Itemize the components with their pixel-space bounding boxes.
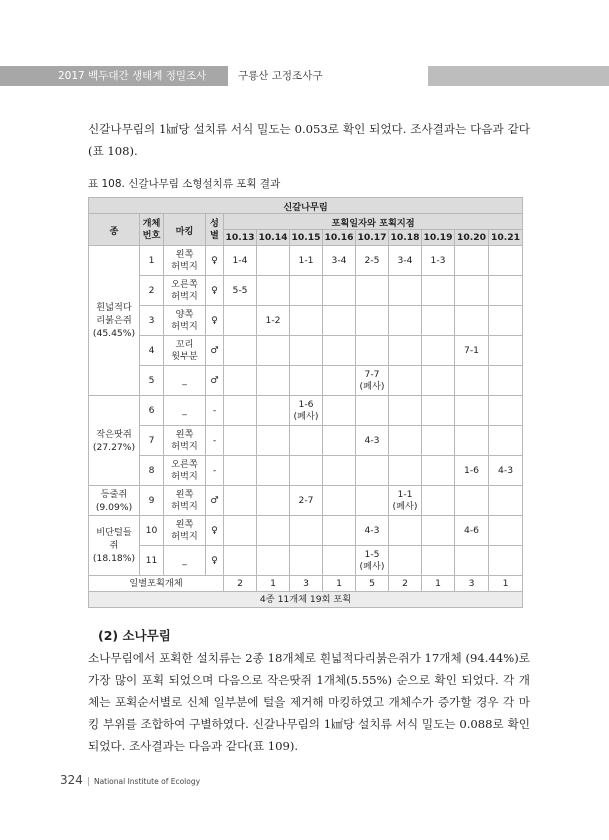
total-summary-cell: 4종 11개체 19회 포획 bbox=[89, 592, 523, 608]
capture-cell bbox=[323, 516, 356, 546]
mark-cell: 오른쪽 허벅지 bbox=[164, 276, 206, 306]
capture-cell bbox=[455, 426, 489, 456]
capture-cell: 1-4 bbox=[224, 246, 257, 276]
daily-count-row bbox=[89, 576, 523, 592]
capture-cell bbox=[356, 306, 389, 336]
individual-id-cell: 1 bbox=[140, 246, 164, 276]
capture-cell bbox=[389, 366, 422, 396]
individual-id-cell: 3 bbox=[140, 306, 164, 336]
table-row bbox=[89, 336, 523, 366]
capture-cell: 2-5 bbox=[356, 246, 389, 276]
footer-separator: | bbox=[86, 777, 90, 787]
capture-cell bbox=[389, 276, 422, 306]
capture-cell bbox=[257, 456, 290, 486]
capture-cell bbox=[489, 276, 523, 306]
date-header-5: 10.18 bbox=[389, 230, 422, 246]
capture-cell: 5-5 bbox=[224, 276, 257, 306]
daily-count-label: 일별포획개체 bbox=[89, 576, 224, 592]
capture-cell bbox=[389, 306, 422, 336]
capture-cell: 4-3 bbox=[356, 516, 389, 546]
table-row bbox=[89, 426, 523, 456]
capture-cell bbox=[257, 516, 290, 546]
sex-cell: ♀ bbox=[206, 276, 224, 306]
capture-cell bbox=[422, 306, 455, 336]
capture-cell bbox=[422, 276, 455, 306]
capture-cell: 4-3 bbox=[356, 426, 389, 456]
mark-cell: 양쪽 허벅지 bbox=[164, 306, 206, 336]
capture-cell bbox=[489, 546, 523, 576]
individual-id-cell: 2 bbox=[140, 276, 164, 306]
capture-cell bbox=[389, 516, 422, 546]
capture-cell bbox=[455, 366, 489, 396]
capture-cell bbox=[257, 486, 290, 516]
species-name-cell: 비단털들 쥐 (18.18%) bbox=[89, 516, 140, 576]
capture-cell bbox=[323, 546, 356, 576]
table-row bbox=[89, 366, 523, 396]
site-name: 구룡산 고정조사구 bbox=[228, 66, 428, 86]
capture-cell bbox=[422, 336, 455, 366]
daily-count-cell: 5 bbox=[356, 576, 389, 592]
capture-cell bbox=[323, 486, 356, 516]
capture-cell bbox=[224, 546, 257, 576]
capture-cell bbox=[224, 366, 257, 396]
total-row bbox=[89, 592, 523, 608]
capture-cell bbox=[489, 396, 523, 426]
date-header-2: 10.15 bbox=[290, 230, 323, 246]
capture-cell bbox=[489, 246, 523, 276]
page-number: 324 bbox=[60, 773, 83, 787]
dates-group-header: 포획일자와 포획지점 bbox=[224, 214, 523, 230]
capture-cell: 1-1 (폐사) bbox=[389, 486, 422, 516]
mark-cell: _ bbox=[164, 396, 206, 426]
capture-cell bbox=[257, 546, 290, 576]
sex-cell: - bbox=[206, 456, 224, 486]
capture-cell bbox=[422, 396, 455, 426]
capture-cell bbox=[257, 276, 290, 306]
capture-cell bbox=[455, 306, 489, 336]
sex-cell: ♀ bbox=[206, 306, 224, 336]
species-name-cell: 작은땃쥐 (27.27%) bbox=[89, 396, 140, 486]
running-header bbox=[0, 66, 609, 86]
forest-type-header: 신갈나무림 bbox=[89, 198, 523, 214]
capture-cell: 3-4 bbox=[323, 246, 356, 276]
sex-cell: - bbox=[206, 426, 224, 456]
capture-cell bbox=[224, 516, 257, 546]
table-row bbox=[89, 516, 523, 546]
date-header-1: 10.14 bbox=[257, 230, 290, 246]
capture-cell bbox=[422, 546, 455, 576]
capture-cell bbox=[422, 486, 455, 516]
daily-count-cell: 2 bbox=[389, 576, 422, 592]
species-name-cell: 등줄쥐 (9.09%) bbox=[89, 486, 140, 516]
sex-cell: ♂ bbox=[206, 366, 224, 396]
capture-cell bbox=[290, 306, 323, 336]
capture-cell bbox=[323, 396, 356, 426]
table-row bbox=[89, 396, 523, 426]
capture-cell bbox=[455, 486, 489, 516]
capture-cell bbox=[356, 456, 389, 486]
capture-cell bbox=[290, 456, 323, 486]
mark-cell: _ bbox=[164, 546, 206, 576]
mark-cell: 왼쪽 허벅지 bbox=[164, 516, 206, 546]
capture-cell: 1-6 bbox=[455, 456, 489, 486]
capture-cell bbox=[257, 246, 290, 276]
capture-cell bbox=[224, 426, 257, 456]
section-paragraph: 소나무림에서 포획한 설치류는 2종 18개체로 흰넓적다리붉은쥐가 17개체 (94.44%)로 가장 많이 포획 되었으며 다음으로 작은땃쥐 1개체(5.55%) 순으로 확인 되었다. 각 개체는 포획순서별로 신체 일부분에 털을 제거해 마킹하였고 개체수가 증가할 경우 각 마킹 부위를 조합하여 구별하였다. 신갈나무림의 1㎢당 설치류 서식 밀도는 0.088로 확인 되었다. 조사결과는 다음과 같다(표 109). bbox=[88, 651, 530, 753]
capture-cell bbox=[455, 546, 489, 576]
individual-id-cell: 5 bbox=[140, 366, 164, 396]
daily-count-cell: 1 bbox=[257, 576, 290, 592]
daily-count-cell: 1 bbox=[323, 576, 356, 592]
date-header-3: 10.16 bbox=[323, 230, 356, 246]
individual-id-cell: 8 bbox=[140, 456, 164, 486]
capture-cell: 1-3 bbox=[422, 246, 455, 276]
individual-id-cell: 4 bbox=[140, 336, 164, 366]
capture-cell bbox=[356, 276, 389, 306]
capture-cell bbox=[224, 486, 257, 516]
date-header-4: 10.17 bbox=[356, 230, 389, 246]
capture-cell bbox=[323, 456, 356, 486]
capture-cell: 4-6 bbox=[455, 516, 489, 546]
mark-column-header: 마킹 bbox=[164, 214, 206, 246]
capture-cell bbox=[356, 396, 389, 426]
capture-cell bbox=[389, 426, 422, 456]
page-footer bbox=[60, 773, 200, 787]
sex-column-header: 성 별 bbox=[206, 214, 224, 246]
capture-cell bbox=[224, 336, 257, 366]
capture-cell bbox=[455, 276, 489, 306]
capture-cell bbox=[323, 426, 356, 456]
table-row bbox=[89, 456, 523, 486]
capture-cell bbox=[422, 426, 455, 456]
mark-cell: _ bbox=[164, 366, 206, 396]
section-heading: (2) 소나무림 bbox=[98, 628, 171, 643]
capture-cell bbox=[489, 366, 523, 396]
capture-results-table bbox=[88, 197, 523, 608]
capture-cell bbox=[224, 396, 257, 426]
individual-id-cell: 10 bbox=[140, 516, 164, 546]
sex-cell: ♀ bbox=[206, 246, 224, 276]
sex-cell: ♂ bbox=[206, 486, 224, 516]
sex-cell: ♂ bbox=[206, 336, 224, 366]
individual-id-cell: 11 bbox=[140, 546, 164, 576]
sex-cell: ♀ bbox=[206, 546, 224, 576]
capture-cell bbox=[290, 276, 323, 306]
organization-name: National Institute of Ecology bbox=[93, 777, 201, 786]
capture-cell bbox=[224, 456, 257, 486]
capture-cell bbox=[224, 306, 257, 336]
table-row bbox=[89, 306, 523, 336]
capture-cell: 7-1 bbox=[455, 336, 489, 366]
capture-cell: 1-2 bbox=[257, 306, 290, 336]
capture-cell bbox=[257, 396, 290, 426]
capture-cell bbox=[257, 336, 290, 366]
capture-cell bbox=[290, 366, 323, 396]
capture-cell bbox=[290, 336, 323, 366]
capture-cell bbox=[455, 396, 489, 426]
capture-cell bbox=[290, 426, 323, 456]
table-caption: 표 108. 신갈나무림 소형설치류 포획 결과 bbox=[88, 178, 281, 190]
capture-cell bbox=[489, 426, 523, 456]
capture-cell bbox=[290, 516, 323, 546]
report-title: 2017 백두대간 생태계 정밀조사 bbox=[0, 66, 228, 86]
capture-cell bbox=[290, 546, 323, 576]
date-header-7: 10.20 bbox=[455, 230, 489, 246]
capture-cell: 3-4 bbox=[389, 246, 422, 276]
capture-cell bbox=[422, 516, 455, 546]
capture-cell bbox=[489, 336, 523, 366]
individual-id-cell: 6 bbox=[140, 396, 164, 426]
table-row bbox=[89, 246, 523, 276]
individual-id-cell: 9 bbox=[140, 486, 164, 516]
table-row bbox=[89, 486, 523, 516]
capture-cell bbox=[422, 456, 455, 486]
date-header-8: 10.21 bbox=[489, 230, 523, 246]
capture-cell bbox=[323, 306, 356, 336]
sex-cell: - bbox=[206, 396, 224, 426]
table-row bbox=[89, 546, 523, 576]
capture-cell bbox=[323, 366, 356, 396]
daily-count-cell: 2 bbox=[224, 576, 257, 592]
capture-cell: 1-6 (폐사) bbox=[290, 396, 323, 426]
capture-cell bbox=[422, 366, 455, 396]
capture-cell: 7-7 (폐사) bbox=[356, 366, 389, 396]
daily-count-cell: 3 bbox=[290, 576, 323, 592]
capture-cell bbox=[323, 336, 356, 366]
capture-cell: 1-5 (폐사) bbox=[356, 546, 389, 576]
daily-count-cell: 1 bbox=[489, 576, 523, 592]
capture-cell bbox=[356, 486, 389, 516]
id-column-header: 개체 번호 bbox=[140, 214, 164, 246]
capture-cell bbox=[455, 246, 489, 276]
capture-cell bbox=[257, 366, 290, 396]
capture-cell: 4-3 bbox=[489, 456, 523, 486]
date-header-0: 10.13 bbox=[224, 230, 257, 246]
species-column-header: 종 bbox=[89, 214, 140, 246]
daily-count-cell: 3 bbox=[455, 576, 489, 592]
mark-cell: 왼쪽 허벅지 bbox=[164, 246, 206, 276]
mark-cell: 왼쪽 허벅지 bbox=[164, 426, 206, 456]
capture-cell bbox=[389, 456, 422, 486]
species-name-cell: 흰넓적다 리붉은쥐 (45.45%) bbox=[89, 246, 140, 396]
capture-cell: 2-7 bbox=[290, 486, 323, 516]
daily-count-cell: 1 bbox=[422, 576, 455, 592]
capture-cell bbox=[389, 546, 422, 576]
capture-cell bbox=[489, 516, 523, 546]
mark-cell: 오른쪽 허벅지 bbox=[164, 456, 206, 486]
capture-cell bbox=[489, 486, 523, 516]
table-row bbox=[89, 276, 523, 306]
capture-cell bbox=[489, 306, 523, 336]
individual-id-cell: 7 bbox=[140, 426, 164, 456]
capture-cell bbox=[323, 276, 356, 306]
capture-cell bbox=[389, 336, 422, 366]
intro-paragraph: 신갈나무림의 1㎢당 설치류 서식 밀도는 0.053로 확인 되었다. 조사결과는 다음과 같다(표 108). bbox=[88, 122, 530, 158]
date-header-6: 10.19 bbox=[422, 230, 455, 246]
sex-cell: ♀ bbox=[206, 516, 224, 546]
capture-cell bbox=[356, 336, 389, 366]
capture-cell bbox=[257, 426, 290, 456]
mark-cell: 꼬리 윗부분 bbox=[164, 336, 206, 366]
mark-cell: 왼쪽 허벅지 bbox=[164, 486, 206, 516]
capture-cell: 1-1 bbox=[290, 246, 323, 276]
capture-cell bbox=[389, 396, 422, 426]
